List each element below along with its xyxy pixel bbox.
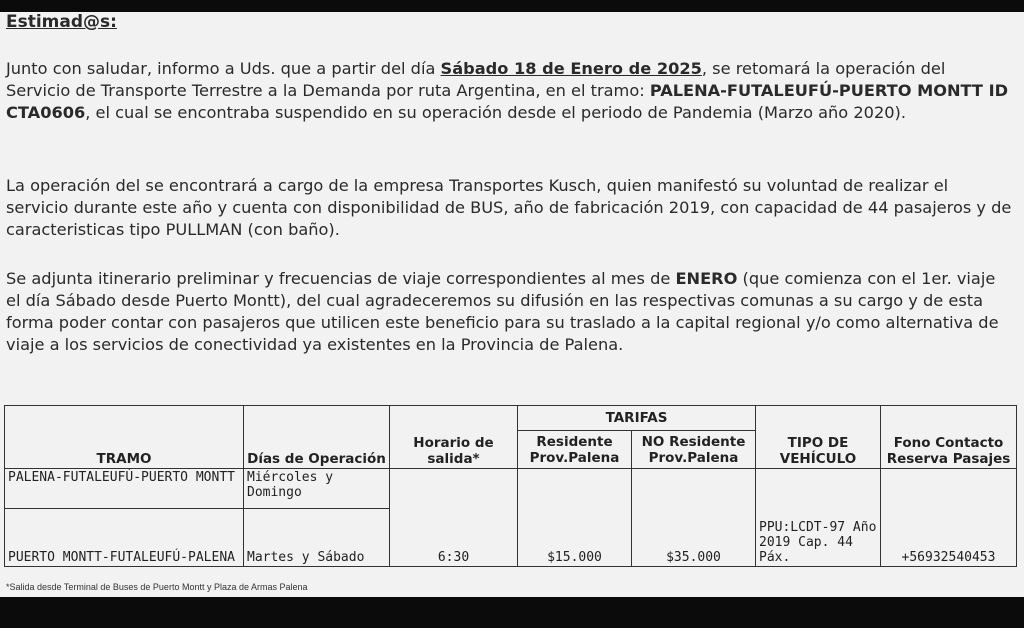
month: ENERO [675,269,738,288]
start-date: Sábado 18 de Enero de 2025 [440,59,702,78]
route-name: PALENA-FUTALEUFÚ-PUERTO MONTT ID CTA0606 [6,81,1009,122]
fono-value: +56932540453 [881,469,1017,567]
schedule-table [4,405,1017,567]
residente-value: $15.000 [518,469,632,567]
header-tipo: TIPO DE VEHÍCULO [756,406,881,469]
document-page [0,12,1024,597]
table-row [5,469,1017,509]
bottom-border [0,597,1024,628]
header-fono: Fono Contacto Reserva Pasajes [881,406,1017,469]
row-1-tramo: PALENA-FUTALEUFÚ-PUERTO MONTT [5,469,244,509]
vehicle-value: PPU:LCDT-97 Año 2019 Cap. 44 Páx. [756,469,881,567]
header-tarifas: TARIFAS [518,406,756,431]
header-residente: Residente Prov.Palena [518,431,632,469]
p1-text-c: , el cual se encontraba suspendido en su operación desde el periodo de Pandemia (Marzo año 2020). [85,103,906,122]
no-residente-value: $35.000 [632,469,756,567]
header-tramo: TRAMO [5,406,244,469]
header-no-residente: NO Residente Prov.Palena [632,431,756,469]
horario-value: 6:30 [390,469,518,567]
top-border [0,0,1024,12]
p3-text-b: (que comienza con el 1er. viaje el día Sábado desde Puerto Montt), del cual agradeceremos su difusión en las respectivas comunas a su cargo y de esta forma poder contar con pasajeros que utilicen este beneficio para su traslado a la capital regional y/o como alternativa de viaje a los servicios de conectividad ya existentes en la Provincia de Palena. [6,269,999,354]
row-2-tramo: PUERTO MONTT-FUTALEUFÚ-PALENA [5,509,244,567]
header-dias: Días de Operación [244,406,390,469]
p1-text-b: , se retomará la operación del Servicio de Transporte Terrestre a la Demanda por ruta Argentina, en el tramo: [6,59,946,100]
p1-text-a: Junto con saludar, informo a Uds. que a partir del día [6,59,441,78]
paragraph-1 [6,58,1014,124]
row-1-dias: Miércoles y Domingo [244,469,390,509]
footnote: *Salida desde Terminal de Buses de Puerto Montt y Plaza de Armas Palena [6,582,308,592]
header-horario: Horario de salida* [390,406,518,469]
row-2-dias: Martes y Sábado [244,509,390,567]
paragraph-2: La operación del se encontrará a cargo de la empresa Transportes Kusch, quien manifestó su voluntad de realizar el servicio durante este año y cuenta con disponibilidad de BUS, año de fabricación 2019, con capacidad de 44 pasajeros y de caracteristicas tipo PULLMAN (con baño). [6,176,1012,239]
p3-text-a: Se adjunta itinerario preliminar y frecuencias de viaje correspondientes al mes de [6,269,676,288]
greeting: Estimad@s: [6,12,117,32]
paragraph-3 [6,268,1014,356]
